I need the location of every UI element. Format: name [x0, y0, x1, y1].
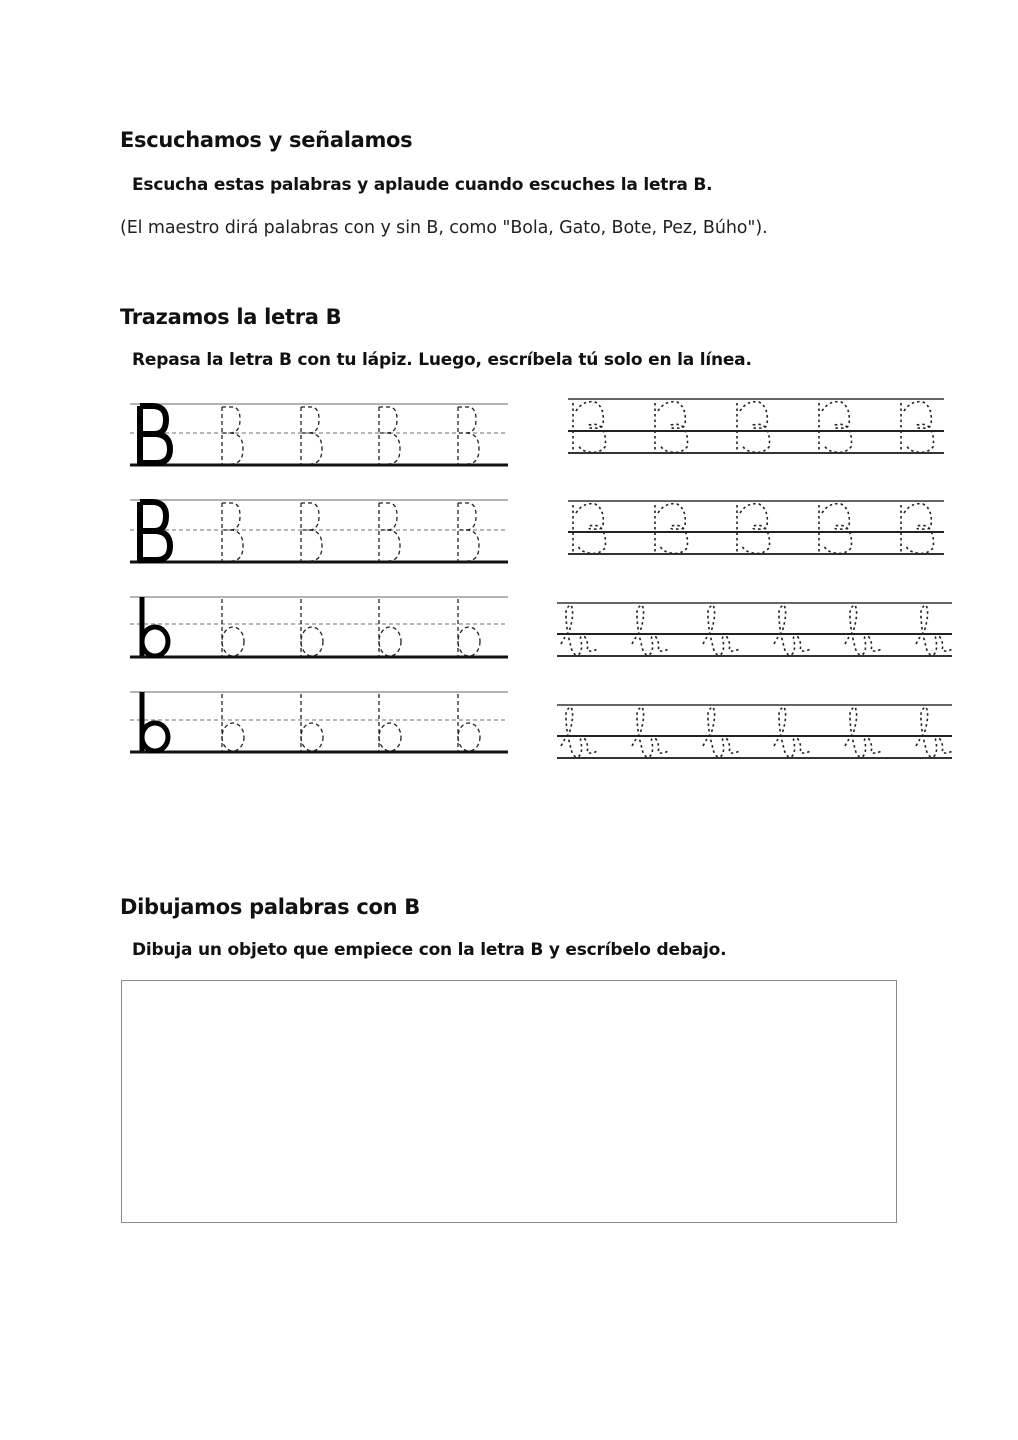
cursive-b-row-3: [557, 603, 954, 656]
instruction-escucha: Escucha estas palabras y aplaude cuando escuches la letra B.: [132, 175, 713, 195]
trace-cursive-B: [819, 504, 852, 554]
trace-letter-B: [222, 407, 243, 464]
section-title-dibujamos: Dibujamos palabras con B: [120, 895, 420, 919]
trace-letter-B: [379, 503, 400, 561]
cursive-b-row-4: [557, 705, 954, 758]
model-letter-b-bowl: [142, 627, 168, 656]
trace-letter-B: [458, 503, 479, 561]
trace-cursive-b: [703, 707, 741, 757]
trace-letter-b-bowl: [301, 723, 323, 751]
trace-cursive-b: [845, 707, 883, 757]
trace-cursive-b: [774, 605, 812, 655]
trace-cursive-B: [737, 504, 770, 554]
trace-cursive-B: [573, 402, 606, 453]
trace-cursive-b: [916, 605, 954, 655]
trace-letter-b-bowl: [458, 627, 480, 656]
trace-cursive-b: [916, 707, 954, 757]
section-title-escuchamos: Escuchamos y señalamos: [120, 128, 413, 152]
trace-cursive-B: [655, 504, 688, 554]
trace-letter-B: [458, 407, 479, 464]
drawing-box[interactable]: [121, 980, 897, 1223]
trace-cursive-b: [774, 707, 812, 757]
section-title-trazamos: Trazamos la letra B: [120, 305, 342, 329]
cursive-B-row-2: [568, 501, 944, 554]
trace-cursive-b: [632, 605, 670, 655]
trace-letter-b-bowl: [379, 627, 401, 656]
trace-cursive-b: [561, 707, 599, 757]
trace-cursive-B: [737, 402, 770, 453]
trace-letter-B: [301, 407, 322, 464]
trace-cursive-B: [901, 402, 934, 453]
trace-cursive-B: [901, 504, 934, 554]
trace-cursive-b: [845, 605, 883, 655]
print-row-2: [130, 500, 508, 562]
trace-letter-b-bowl: [222, 627, 244, 656]
instruction-dibuja: Dibuja un objeto que empiece con la letra B y escríbelo debajo.: [132, 940, 727, 960]
trace-letter-b-bowl: [458, 723, 480, 751]
trace-cursive-B: [573, 504, 606, 554]
trace-cursive-b: [561, 605, 599, 655]
teacher-note: (El maestro dirá palabras con y sin B, como "Bola, Gato, Bote, Pez, Búho").: [120, 218, 768, 238]
trace-cursive-b: [632, 707, 670, 757]
trace-cursive-b: [703, 605, 741, 655]
trace-letter-B: [222, 503, 243, 561]
model-letter-B: [140, 502, 170, 560]
print-row-3: [130, 597, 508, 657]
instruction-repasa: Repasa la letra B con tu lápiz. Luego, escríbela tú solo en la línea.: [132, 350, 752, 370]
model-letter-B: [140, 406, 170, 463]
trace-letter-B: [301, 503, 322, 561]
trace-letter-b-bowl: [379, 723, 401, 751]
model-letter-b-bowl: [142, 723, 168, 751]
trace-cursive-B: [655, 402, 688, 453]
print-row-4: [130, 692, 508, 752]
cursive-B-row-1: [568, 399, 944, 453]
print-row-1: [130, 404, 508, 465]
trace-letter-b-bowl: [222, 723, 244, 751]
trace-letter-b-bowl: [301, 627, 323, 656]
trace-letter-B: [379, 407, 400, 464]
trace-cursive-B: [819, 402, 852, 453]
